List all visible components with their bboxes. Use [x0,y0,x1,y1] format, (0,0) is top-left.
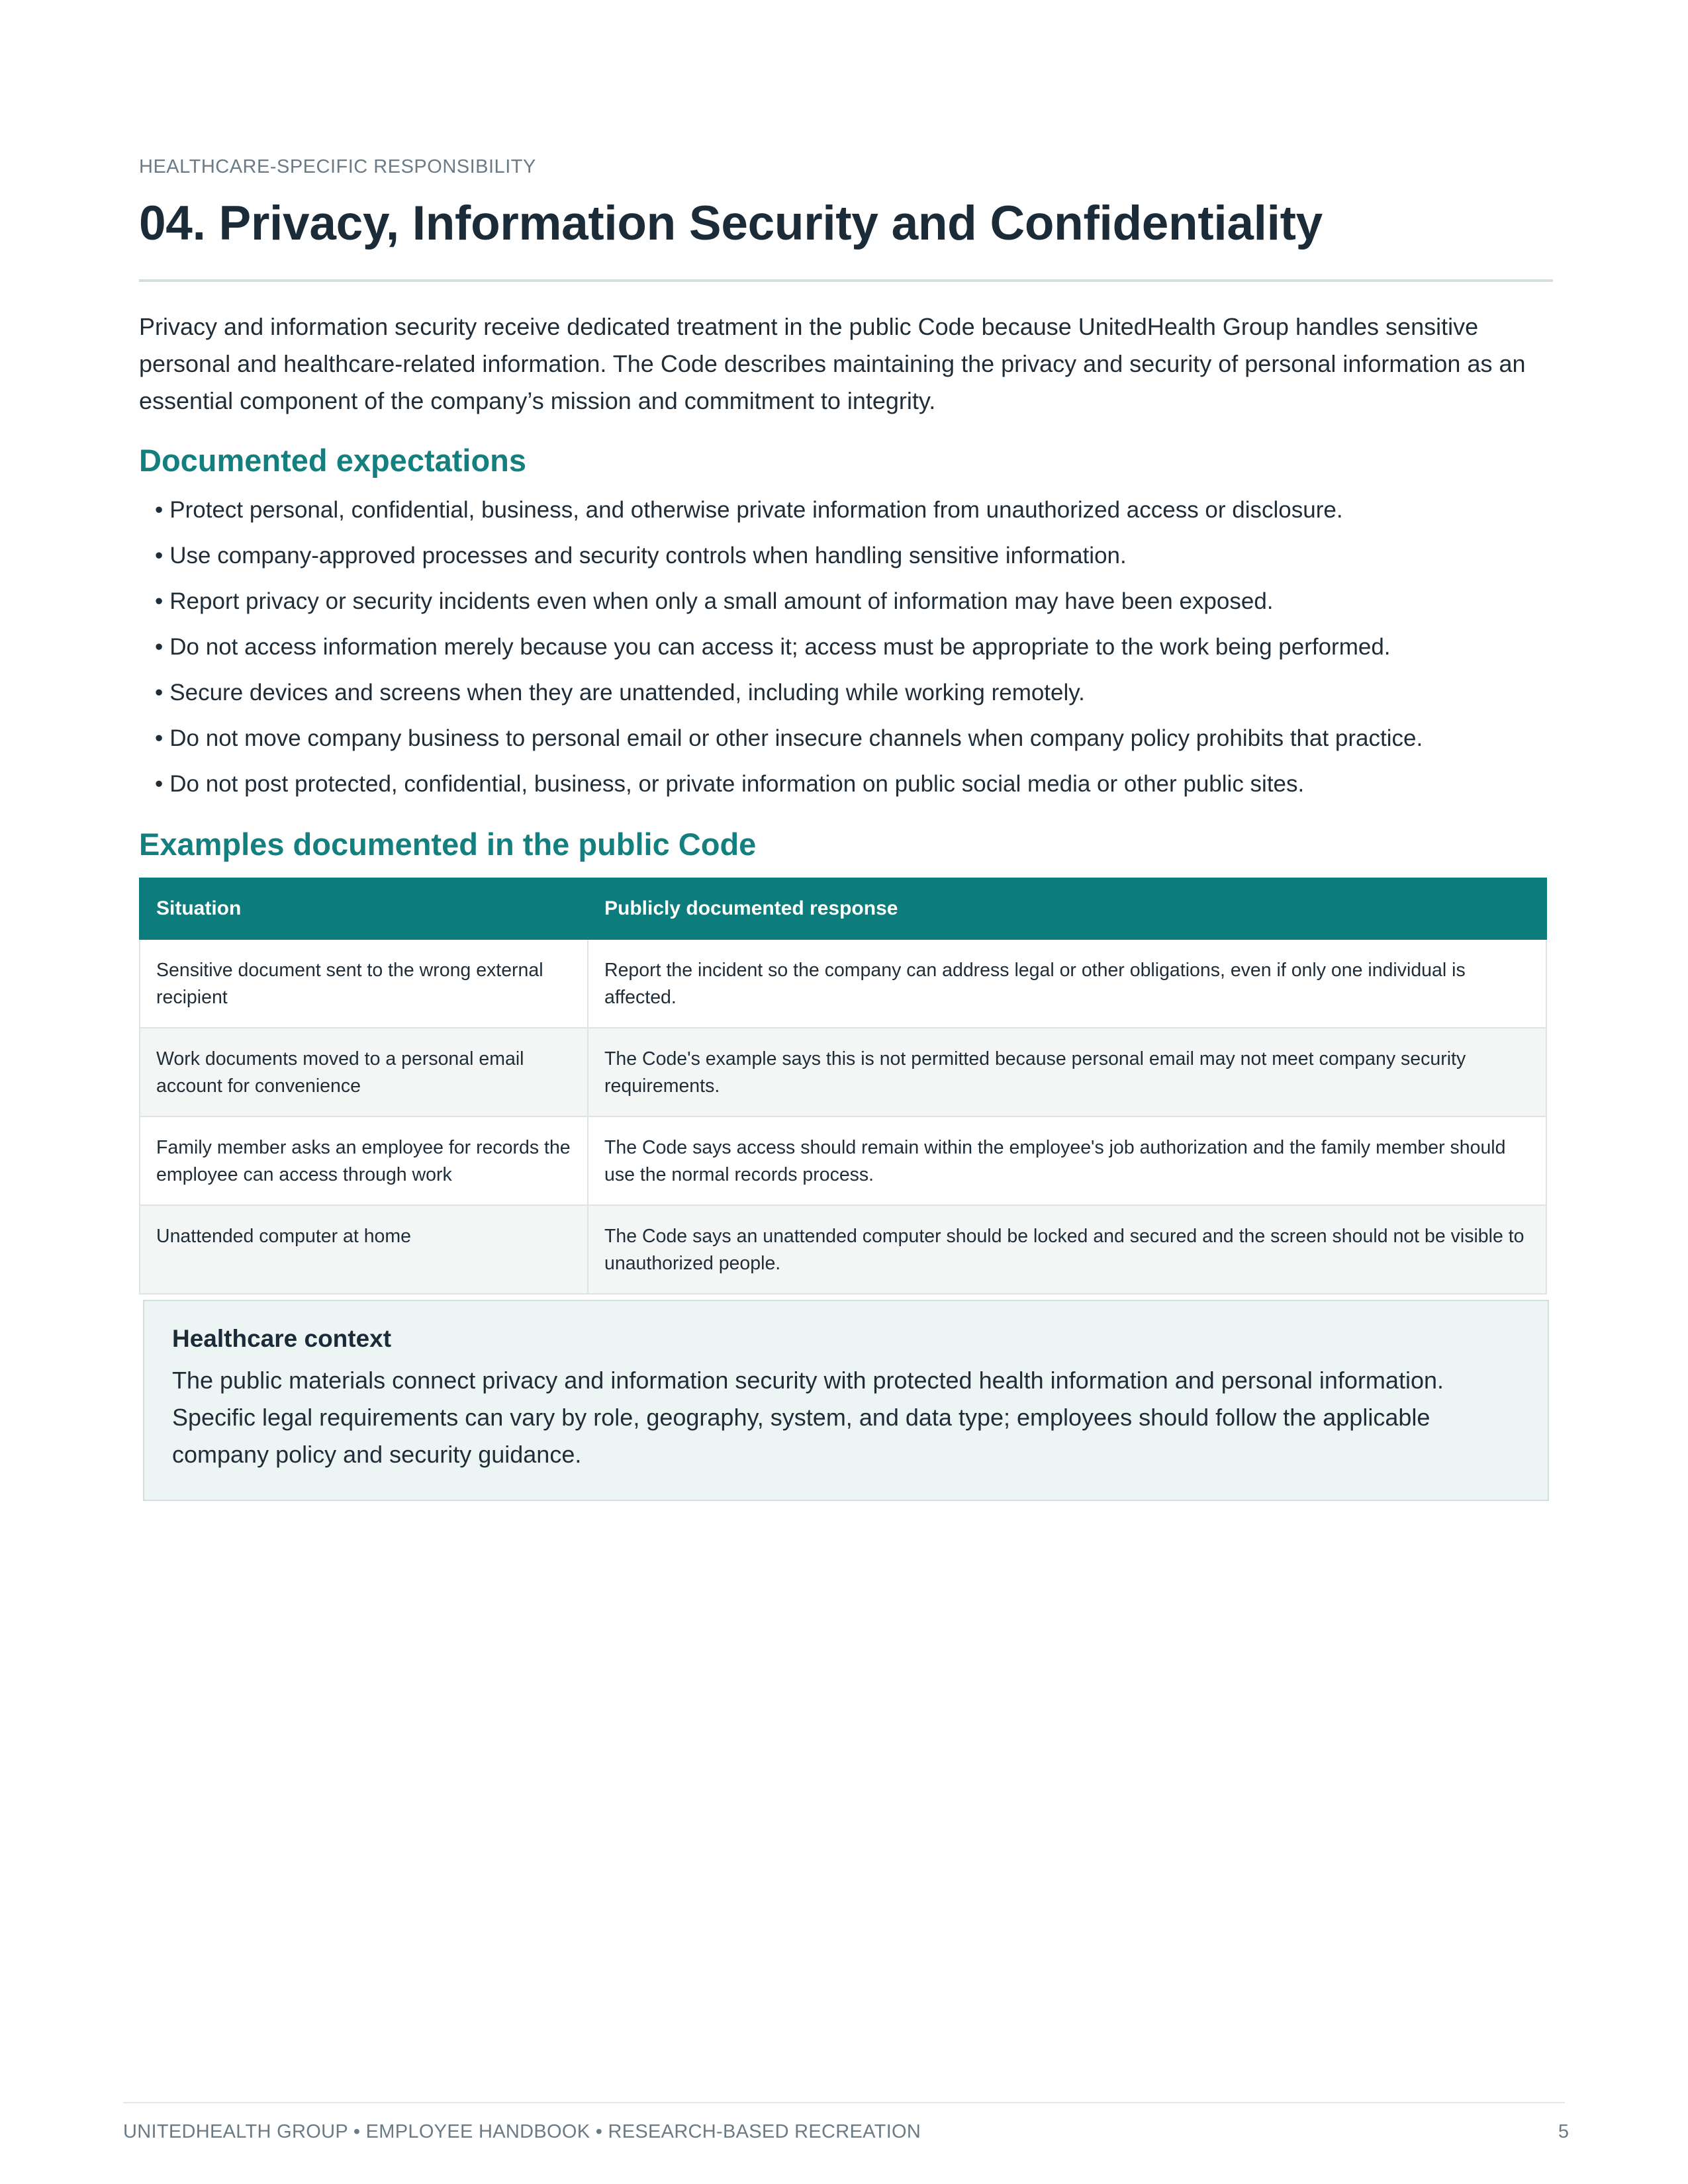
response-cell: Report the incident so the company can address legal or other obligations, even if only one individual is affected. [588,939,1546,1028]
list-item [155,721,1423,766]
page-title: 04. Privacy, Information Security and Confidentiality [139,197,1323,250]
section-eyebrow: HEALTHCARE-SPECIFIC RESPONSIBILITY [139,156,536,177]
expectations-list [155,492,1423,812]
column-header-situation: Situation [140,878,588,939]
bullet-icon: • [155,771,164,797]
callout-title: Healthcare context [172,1325,392,1352]
list-item [155,538,1423,584]
situation-cell: Unattended computer at home [140,1205,588,1294]
list-item [155,584,1423,629]
list-item [155,629,1423,675]
situation-cell: Sensitive document sent to the wrong external recipient [140,939,588,1028]
list-item-text: Use company-approved processes and security controls when handling sensitive information. [169,543,1127,569]
list-item [155,766,1423,812]
table-row [140,1116,1546,1205]
response-cell: The Code's example says this is not permitted because personal email may not meet company security requirements. [588,1028,1546,1116]
page-number: 5 [1558,2121,1569,2142]
list-item-text: Report privacy or security incidents even when only a small amount of information may have been exposed. [169,588,1274,614]
list-item-text: Do not post protected, confidential, business, or private information on public social media or other public sites. [169,771,1305,797]
footer-text: UNITEDHEALTH GROUP • EMPLOYEE HANDBOOK • RESEARCH-BASED RECREATION [123,2121,921,2142]
list-item-text: Secure devices and screens when they are unattended, including while working remotely. [169,680,1085,705]
list-item-text: Protect personal, confidential, business, and otherwise private information from unauthorized access or disclosure. [169,497,1343,523]
callout-text: The public materials connect privacy and information security with protected health information and personal information. Specific legal requirements can vary by role, geography, system, and data type; employees should follow the applicable company policy and security guidance. [172,1367,1444,1468]
column-header-response: Publicly documented response [588,878,1546,939]
bullet-icon: • [155,543,164,569]
response-cell: The Code says an unattended computer should be locked and secured and the screen should not be visible to unauthorized people. [588,1205,1546,1294]
bullet-icon: • [155,680,164,705]
expectations-heading: Documented expectations [139,443,527,478]
bullet-icon: • [155,497,164,523]
response-cell: The Code says access should remain within the employee's job authorization and the family member should use the normal records process. [588,1116,1546,1205]
examples-table [139,878,1547,1295]
bullet-icon: • [155,588,164,614]
bullet-icon: • [155,725,164,751]
examples-heading: Examples documented in the public Code [139,827,757,862]
list-item [155,675,1423,721]
title-divider [139,279,1553,282]
list-item [155,492,1423,538]
intro-paragraph: Privacy and information security receive dedicated treatment in the public Code because UnitedHealth Group handles sensitive personal and healthcare-related information. The Code describes maintaining the privacy and security of personal information as an essential component of the company’s mission and commitment to integrity. [139,313,1526,414]
table-row [140,1205,1546,1294]
bullet-icon: • [155,634,164,660]
list-item-text: Do not move company business to personal email or other insecure channels when company policy prohibits that practice. [169,725,1423,751]
table-row [140,1028,1546,1116]
footer-divider [123,2102,1565,2103]
situation-cell: Family member asks an employee for records the employee can access through work [140,1116,588,1205]
table-header-row [140,878,1546,939]
table-row [140,939,1546,1028]
healthcare-context-callout [143,1300,1549,1501]
situation-cell: Work documents moved to a personal email account for convenience [140,1028,588,1116]
list-item-text: Do not access information merely because you can access it; access must be appropriate to the work being performed. [169,634,1391,660]
